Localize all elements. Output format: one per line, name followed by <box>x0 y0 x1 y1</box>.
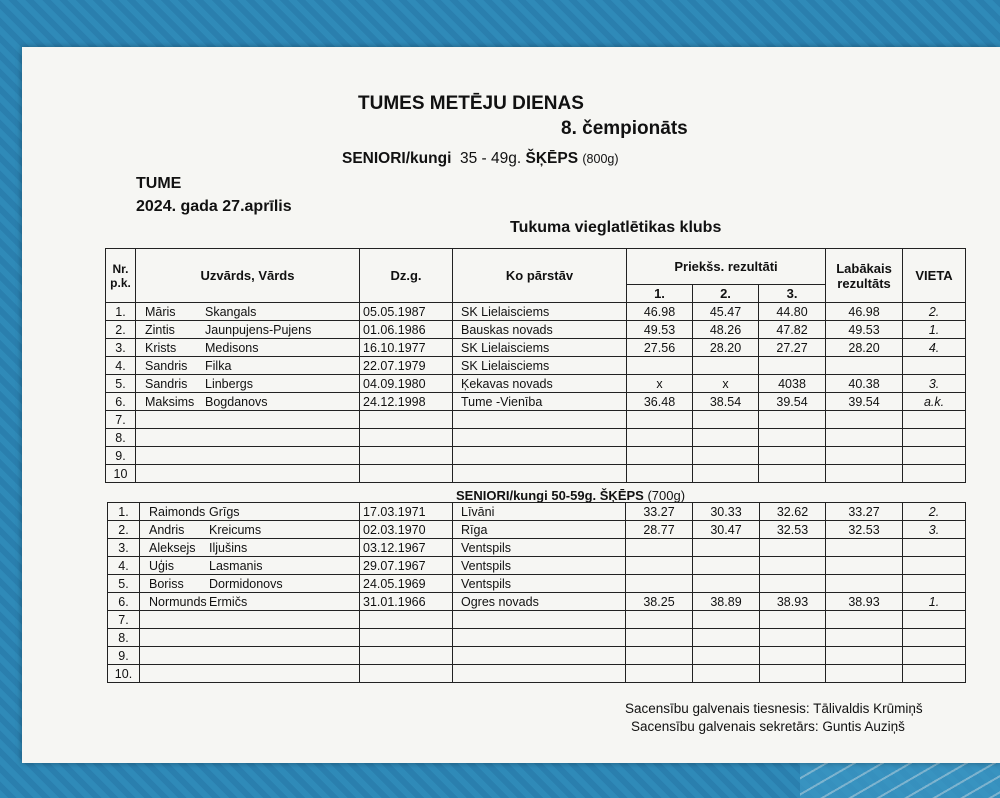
place: 2. <box>903 503 966 521</box>
birth-date <box>360 611 453 629</box>
attempt-3: 4038 <box>759 375 826 393</box>
table-row <box>106 429 966 447</box>
attempt-2 <box>693 447 759 465</box>
attempt-3: 38.93 <box>760 593 826 611</box>
table-row <box>108 629 966 647</box>
athlete-name <box>140 611 360 629</box>
last-name: Linbergs <box>205 376 253 391</box>
location: TUME <box>136 175 182 192</box>
athlete-name <box>140 647 360 665</box>
results-sheet <box>22 47 1000 763</box>
place: 4. <box>903 339 966 357</box>
last-name: Lasmanis <box>209 558 263 573</box>
best-result <box>826 575 903 593</box>
header-attempt-1: 1. <box>627 285 693 303</box>
birth-date: 04.09.1980 <box>360 375 453 393</box>
last-name: Ermičs <box>209 594 248 609</box>
attempt-3 <box>760 575 826 593</box>
team <box>453 665 626 683</box>
attempt-1 <box>627 411 693 429</box>
last-name: Iljušins <box>209 540 248 555</box>
competition-date: 2024. gada 27.aprīlis <box>136 198 292 215</box>
best-result: 28.20 <box>826 339 903 357</box>
first-name: Sandris <box>145 376 188 391</box>
birth-date: 16.10.1977 <box>360 339 453 357</box>
attempt-2: 48.26 <box>693 321 759 339</box>
table-row <box>108 503 966 521</box>
row-number: 2. <box>108 521 140 539</box>
athlete-name <box>136 321 360 339</box>
last-name: Filka <box>205 358 232 373</box>
row-number: 7. <box>108 611 140 629</box>
table-row <box>106 411 966 429</box>
first-name: Normunds <box>149 594 207 609</box>
event-heading <box>342 150 619 168</box>
row-number: 5. <box>108 575 140 593</box>
attempt-3: 47.82 <box>759 321 826 339</box>
attempt-2 <box>693 357 759 375</box>
last-name: Skangals <box>205 304 257 319</box>
row-number: 10. <box>108 665 140 683</box>
last-name: Dormidonovs <box>209 576 283 591</box>
team: Ventspils <box>453 575 626 593</box>
attempt-3: 32.62 <box>760 503 826 521</box>
attempt-1: 27.56 <box>627 339 693 357</box>
attempt-1 <box>627 429 693 447</box>
best-result <box>826 447 903 465</box>
attempt-1: x <box>627 375 693 393</box>
attempt-2 <box>693 539 760 557</box>
attempt-1 <box>627 447 693 465</box>
place: 2. <box>903 303 966 321</box>
birth-date: 17.03.1971 <box>360 503 453 521</box>
place <box>903 357 966 375</box>
attempt-1: 28.77 <box>626 521 693 539</box>
row-number: 9. <box>108 647 140 665</box>
attempt-2: 30.33 <box>693 503 760 521</box>
table-row <box>108 665 966 683</box>
attempt-1 <box>627 465 693 483</box>
place <box>903 647 966 665</box>
athlete-name <box>136 303 360 321</box>
header-born: Dz.g. <box>360 249 453 303</box>
team <box>453 647 626 665</box>
best-result: 33.27 <box>826 503 903 521</box>
row-number: 5. <box>106 375 136 393</box>
first-name: Zintis <box>145 322 175 337</box>
first-name: Māris <box>145 304 176 319</box>
team: Tume -Vienība <box>453 393 627 411</box>
first-name: Andris <box>149 522 185 537</box>
athlete-name <box>140 593 360 611</box>
table-row <box>108 611 966 629</box>
place <box>903 429 966 447</box>
table-row <box>106 339 966 357</box>
place: 3. <box>903 521 966 539</box>
page-subtitle: 8. čempionāts <box>561 118 688 139</box>
team: Rīga <box>453 521 626 539</box>
team: Līvāni <box>453 503 626 521</box>
birth-date <box>360 647 453 665</box>
table-row <box>106 303 966 321</box>
attempt-1 <box>626 647 693 665</box>
attempt-3 <box>759 429 826 447</box>
place: 1. <box>903 321 966 339</box>
row-number: 6. <box>108 593 140 611</box>
last-name: Kreicums <box>209 522 262 537</box>
first-name: Uģis <box>149 558 175 573</box>
organizer: Tukuma vieglatlētikas klubs <box>510 219 722 236</box>
best-result <box>826 411 903 429</box>
best-result <box>826 357 903 375</box>
row-number: 1. <box>106 303 136 321</box>
row-number: 8. <box>106 429 136 447</box>
best-result: 40.38 <box>826 375 903 393</box>
team: Bauskas novads <box>453 321 627 339</box>
attempt-1: 33.27 <box>626 503 693 521</box>
team <box>453 447 627 465</box>
last-name: Grīgs <box>209 504 240 519</box>
attempt-1: 46.98 <box>627 303 693 321</box>
attempt-2 <box>693 629 760 647</box>
event-ages: 35 - 49g. <box>460 150 522 167</box>
athlete-name <box>136 447 360 465</box>
first-name: Maksims <box>145 394 195 409</box>
first-name: Sandris <box>145 358 188 373</box>
attempt-1 <box>626 557 693 575</box>
row-number: 3. <box>108 539 140 557</box>
chief-secretary: Sacensību galvenais sekretārs: Guntis Auziņš <box>631 719 905 734</box>
attempt-2: 28.20 <box>693 339 759 357</box>
attempt-3: 39.54 <box>759 393 826 411</box>
attempt-3 <box>760 611 826 629</box>
event2-weight: (700g) <box>647 488 686 503</box>
birth-date: 31.01.1966 <box>360 593 453 611</box>
attempt-2 <box>693 647 760 665</box>
attempt-1 <box>626 629 693 647</box>
team: SK Lielaisciems <box>453 303 627 321</box>
birth-date <box>360 447 453 465</box>
best-result: 38.93 <box>826 593 903 611</box>
attempt-3 <box>760 647 826 665</box>
best-result: 49.53 <box>826 321 903 339</box>
attempt-1: 36.48 <box>627 393 693 411</box>
table-row <box>108 647 966 665</box>
row-number: 8. <box>108 629 140 647</box>
athlete-name <box>136 357 360 375</box>
table-row <box>106 357 966 375</box>
birth-date: 29.07.1967 <box>360 557 453 575</box>
attempt-3 <box>759 465 826 483</box>
place <box>903 665 966 683</box>
athlete-name <box>140 557 360 575</box>
place <box>903 447 966 465</box>
attempt-2 <box>693 411 759 429</box>
birth-date <box>360 411 453 429</box>
athlete-name <box>136 393 360 411</box>
results-table-35-49 <box>105 248 966 483</box>
attempt-2: 38.54 <box>693 393 759 411</box>
row-number: 7. <box>106 411 136 429</box>
team <box>453 411 627 429</box>
header-attempt-3: 3. <box>759 285 826 303</box>
birth-date: 01.06.1986 <box>360 321 453 339</box>
athlete-name <box>136 429 360 447</box>
attempt-2 <box>693 465 759 483</box>
place <box>903 629 966 647</box>
first-name: Krists <box>145 340 177 355</box>
birth-date <box>360 629 453 647</box>
row-number: 4. <box>106 357 136 375</box>
birth-date: 24.12.1998 <box>360 393 453 411</box>
athlete-name <box>136 339 360 357</box>
athlete-name <box>140 665 360 683</box>
row-number: 1. <box>108 503 140 521</box>
place <box>903 575 966 593</box>
attempt-3 <box>760 539 826 557</box>
attempt-2 <box>693 611 760 629</box>
team <box>453 611 626 629</box>
event-group: SENIORI/kungi <box>342 150 452 167</box>
table-row <box>108 593 966 611</box>
team: SK Lielaisciems <box>453 357 627 375</box>
birth-date: 22.07.1979 <box>360 357 453 375</box>
header-prelim: Priekšs. rezultāti <box>627 249 826 285</box>
best-result <box>826 629 903 647</box>
best-result: 46.98 <box>826 303 903 321</box>
first-name: Boriss <box>149 576 184 591</box>
attempt-3 <box>760 557 826 575</box>
row-number: 3. <box>106 339 136 357</box>
best-result <box>826 557 903 575</box>
team: Ogres novads <box>453 593 626 611</box>
first-name: Raimonds <box>149 504 206 519</box>
table-row <box>106 465 966 483</box>
birth-date: 03.12.1967 <box>360 539 453 557</box>
best-result: 39.54 <box>826 393 903 411</box>
team <box>453 429 627 447</box>
best-result <box>826 465 903 483</box>
event-name: ŠĶĒPS <box>525 150 579 167</box>
athlete-name <box>136 465 360 483</box>
birth-date <box>360 429 453 447</box>
best-result <box>826 611 903 629</box>
team: Ķekavas novads <box>453 375 627 393</box>
team <box>453 629 626 647</box>
row-number: 4. <box>108 557 140 575</box>
row-number: 6. <box>106 393 136 411</box>
best-result <box>826 665 903 683</box>
header-team: Ko pārstāv <box>453 249 627 303</box>
row-number: 2. <box>106 321 136 339</box>
birth-date: 02.03.1970 <box>360 521 453 539</box>
page-title: TUMES METĒJU DIENAS <box>358 93 584 114</box>
chief-judge: Sacensību galvenais tiesnesis: Tālivaldis Krūmiņš <box>625 701 923 716</box>
attempt-1: 38.25 <box>626 593 693 611</box>
table-row <box>108 539 966 557</box>
place: 1. <box>903 593 966 611</box>
attempt-2 <box>693 557 760 575</box>
attempt-1: 49.53 <box>627 321 693 339</box>
athlete-name <box>140 503 360 521</box>
attempt-3 <box>760 629 826 647</box>
first-name: Aleksejs <box>149 540 196 555</box>
place <box>903 539 966 557</box>
birth-date: 24.05.1969 <box>360 575 453 593</box>
table-row <box>108 575 966 593</box>
event-heading-2 <box>456 488 685 503</box>
place <box>903 411 966 429</box>
team <box>453 465 627 483</box>
results-table-50-59 <box>107 502 966 683</box>
header-nr: Nr. p.k. <box>106 249 136 303</box>
header-attempt-2: 2. <box>693 285 759 303</box>
birth-date: 05.05.1987 <box>360 303 453 321</box>
header-name: Uzvārds, Vārds <box>136 249 360 303</box>
attempt-1 <box>626 665 693 683</box>
table-row <box>106 321 966 339</box>
attempt-3 <box>759 447 826 465</box>
table-row <box>108 521 966 539</box>
place: a.k. <box>903 393 966 411</box>
header-place: VIETA <box>903 249 966 303</box>
attempt-1 <box>626 575 693 593</box>
last-name: Jaunpujens-Pujens <box>205 322 312 337</box>
attempt-3 <box>760 665 826 683</box>
header-best: Labākais rezultāts <box>826 249 903 303</box>
best-result <box>826 647 903 665</box>
attempt-2: 45.47 <box>693 303 759 321</box>
birth-date <box>360 665 453 683</box>
place <box>903 465 966 483</box>
athlete-name <box>136 375 360 393</box>
row-number: 9. <box>106 447 136 465</box>
event2-group: SENIORI/kungi 50-59g. ŠĶĒPS <box>456 488 644 503</box>
attempt-3 <box>759 411 826 429</box>
attempt-2: 30.47 <box>693 521 760 539</box>
best-result <box>826 429 903 447</box>
event-weight: (800g) <box>582 152 619 166</box>
place: 3. <box>903 375 966 393</box>
athlete-name <box>140 539 360 557</box>
team: Ventspils <box>453 557 626 575</box>
team: Ventspils <box>453 539 626 557</box>
table-row <box>108 557 966 575</box>
birth-date <box>360 465 453 483</box>
attempt-3: 27.27 <box>759 339 826 357</box>
athlete-name <box>140 629 360 647</box>
attempt-2 <box>693 575 760 593</box>
table-row <box>106 375 966 393</box>
attempt-2 <box>693 665 760 683</box>
attempt-2: 38.89 <box>693 593 760 611</box>
place <box>903 611 966 629</box>
best-result <box>826 539 903 557</box>
place <box>903 557 966 575</box>
athlete-name <box>140 575 360 593</box>
athlete-name <box>136 411 360 429</box>
attempt-1 <box>626 539 693 557</box>
attempt-1 <box>626 611 693 629</box>
best-result: 32.53 <box>826 521 903 539</box>
last-name: Bogdanovs <box>205 394 268 409</box>
attempt-1 <box>627 357 693 375</box>
attempt-3: 44.80 <box>759 303 826 321</box>
team: SK Lielaisciems <box>453 339 627 357</box>
attempt-2 <box>693 429 759 447</box>
athlete-name <box>140 521 360 539</box>
attempt-3: 32.53 <box>760 521 826 539</box>
last-name: Medisons <box>205 340 259 355</box>
attempt-3 <box>759 357 826 375</box>
row-number: 10 <box>106 465 136 483</box>
table-row <box>106 447 966 465</box>
attempt-2: x <box>693 375 759 393</box>
table-row <box>106 393 966 411</box>
